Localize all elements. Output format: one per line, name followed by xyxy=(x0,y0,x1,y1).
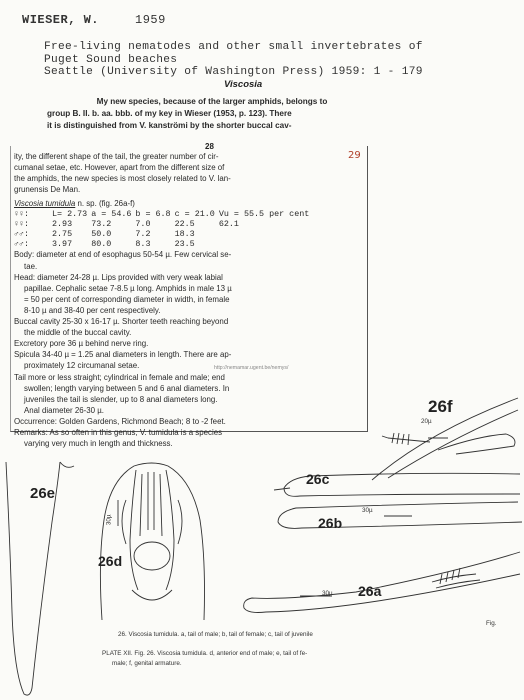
scale-label-b: 30µ xyxy=(362,507,373,514)
reference-title-block xyxy=(44,41,423,79)
scale-label-f: 20µ xyxy=(421,418,432,425)
table-row xyxy=(14,209,313,219)
value-cell: 23.5 xyxy=(174,239,195,250)
body-line: ity, the different shape of the tail, the greater number of cir- xyxy=(14,152,219,161)
description-line: the middle of the buccal cavity. xyxy=(24,328,132,338)
value-cell: a = 54.6 xyxy=(91,209,132,220)
sex-cell: ♀♀: xyxy=(14,219,30,230)
section-title: Viscosia xyxy=(224,79,263,90)
sex-cell: ♀♀: xyxy=(14,209,30,220)
intro-line: it is distinguished from V. kanströmi by the shorter buccal cav- xyxy=(47,121,292,131)
description-lines xyxy=(14,249,364,449)
table-row xyxy=(14,229,313,239)
figure-label-26a: 26a xyxy=(358,583,382,599)
description-line: proximately 12 circumanal setae. xyxy=(24,361,140,371)
value-cell: 22.5 xyxy=(174,219,195,230)
species-description xyxy=(14,151,364,449)
watermark-url: http://nemamar.ugent.be/nemys/ xyxy=(214,365,289,371)
table-row xyxy=(14,219,313,229)
value-cell: 73.2 xyxy=(91,219,112,230)
body-line: the amphids, the new species is most closely related to V. lan- xyxy=(14,174,231,184)
description-line: Spicula 34-40 µ = 1.25 anal diameters in length. There are ap- xyxy=(14,350,232,360)
value-cell: 18.3 xyxy=(174,229,195,240)
caption-figure-26: 26. Viscosia tumidula. a, tail of male; b, tail of female; c, tail of juvenile xyxy=(118,631,313,638)
reference-author-line xyxy=(22,13,166,27)
description-line: Body: diameter at end of esophagus 50-54 µ. Few cervical se- xyxy=(14,250,232,260)
author-name: WIESER, W. xyxy=(22,13,100,27)
figure-label-26b: 26b xyxy=(318,515,343,531)
body-line: grunensis De Man. xyxy=(14,185,81,195)
value-cell: 3.97 xyxy=(52,239,73,250)
description-line: Anal diameter 26-30 µ. xyxy=(24,405,104,415)
figure-label-26c: 26c xyxy=(306,471,330,487)
sex-cell: ♂♂: xyxy=(14,239,30,250)
caption-plate-xii xyxy=(102,649,307,668)
description-line: tae. xyxy=(24,261,38,271)
value-cell: 50.0 xyxy=(91,229,112,240)
figure-26b-drawing xyxy=(266,500,524,540)
figure-label-26d: 26d xyxy=(98,553,123,569)
value-cell: b = 6.8 xyxy=(135,209,171,220)
table-row xyxy=(14,239,313,249)
figure-label-26f: 26f xyxy=(428,397,453,416)
body-line: cumanal setae, etc. However, apart from the different size of xyxy=(14,163,225,173)
description-line: 8-10 µ and 38-40 per cent respectively. xyxy=(24,305,161,315)
description-line: Head: diameter 24-28 µ. Lips provided with very weak labial xyxy=(14,272,223,282)
intro-line: My new species, because of the larger amphids, belongs to xyxy=(96,97,328,106)
species-suffix: n. sp. (fig. 26a-f) xyxy=(75,199,135,209)
title-line-2: Puget Sound beaches xyxy=(44,53,178,66)
description-line: juveniles the tail is slender, up to 8 anal diameters long. xyxy=(24,394,218,404)
description-line: = 50 per cent of corresponding diameter in width, in female xyxy=(24,294,230,304)
description-line: Buccal cavity 25-30 x 16-17 µ. Shorter teeth reaching beyond xyxy=(14,317,229,327)
description-line: varying very much in length and thickness. xyxy=(24,439,173,449)
value-cell: Vu = 55.5 per cent xyxy=(218,209,310,220)
description-line: Excretory pore 36 µ behind nerve ring. xyxy=(14,339,149,349)
scale-label-a: 30µ xyxy=(322,590,333,597)
scale-label-d: 30µ xyxy=(105,514,113,526)
caption-line: PLATE XII. Fig. 26. Viscosia tumidula. d, anterior end of male; e, tail of fe- xyxy=(102,650,308,657)
species-heading-line xyxy=(14,198,364,209)
handwritten-page-number: 29 xyxy=(348,150,361,161)
intro-paragraph xyxy=(47,96,377,133)
value-cell: c = 21.0 xyxy=(174,209,215,220)
value-cell xyxy=(219,239,313,249)
intro-line: group B. II. b. aa. bbb. of my key in Wieser (1953, p. 123). There xyxy=(47,109,292,119)
title-line-1: Free-living nematodes and other small invertebrates of xyxy=(44,41,423,53)
value-cell: L= 2.73 xyxy=(52,209,88,220)
sex-cell: ♂♂: xyxy=(14,229,30,240)
figure-26d-drawing xyxy=(96,460,211,625)
figure-label-26e: 26e xyxy=(30,485,56,502)
species-name: Viscosia tumidula xyxy=(14,199,76,209)
fig-label: Fig. xyxy=(486,620,497,627)
description-line: papillae. Cephalic setae 7-8.5 µ long. Amphids in male 13 µ xyxy=(24,283,232,293)
description-line: Tail more or less straight; cylindrical in female and male; end xyxy=(14,372,225,382)
value-cell: 62.1 xyxy=(218,219,239,230)
title-line-3: Seattle (University of Washington Press) 1959: 1 - 179 xyxy=(44,66,423,78)
value-cell: 7.2 xyxy=(135,229,151,240)
caption-line: male; f, genital armature. xyxy=(112,659,182,667)
value-cell: 7.0 xyxy=(135,219,151,230)
page-number: 28 xyxy=(205,142,214,151)
value-cell: 2.93 xyxy=(52,219,73,230)
measurements-table xyxy=(14,209,313,249)
description-line: Remarks: As so often in this genus, V. tumidula is a species xyxy=(14,427,223,437)
value-cell xyxy=(219,229,313,239)
description-line: Occurrence: Golden Gardens, Richmond Beach; 8 to -2 feet. xyxy=(14,416,226,426)
value-cell: 8.3 xyxy=(135,239,151,250)
value-cell: 80.0 xyxy=(91,239,112,250)
value-cell: 2.75 xyxy=(52,229,73,240)
description-line: swollen; length varying between 5 and 6 anal diameters. In xyxy=(24,383,230,393)
publication-year: 1959 xyxy=(135,13,166,27)
